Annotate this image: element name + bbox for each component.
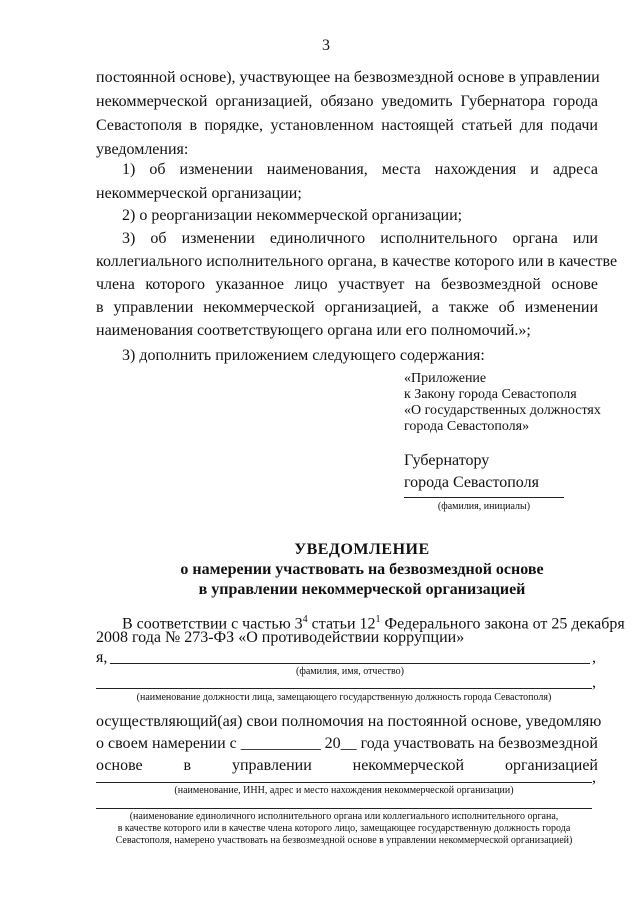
caption-name: (фамилия, имя, отчество) — [296, 666, 404, 677]
text-line: коллегиального исполнительного органа, в качестве которого или в качестве — [96, 253, 618, 270]
text-segment: о своем намерении с — [96, 735, 237, 752]
form-intro-line-2: 2008 года № 273-ФЗ «О противодействии коррупции» — [96, 629, 465, 646]
list-item-3-cont — [96, 252, 618, 341]
caption-line: в качестве которого или в качестве члена которого лицо, замещающее государственную должность города — [117, 823, 571, 834]
page-number: 3 — [322, 37, 330, 54]
text-segment: управлении — [231, 757, 312, 774]
text-line: члена которого указанное лицо участвует на безвозмездной основе — [96, 276, 598, 293]
intro-text: Федерального закона от 25 декабря — [380, 615, 625, 633]
list-item-1-cont: некоммерческой организации; — [96, 185, 302, 202]
org-field-line[interactable] — [96, 782, 592, 783]
notice-title: УВЕДОМЛЕНИЕ — [294, 541, 430, 558]
caption-position: (наименование должности лица, замещающего государственную должность города Севастополя) — [136, 692, 552, 703]
addressee-caption: (фамилия, инициалы) — [437, 501, 531, 512]
paragraph-3: 3) дополнить приложением следующего содержания: — [122, 347, 485, 364]
addressee-block — [404, 450, 539, 494]
governing-body-field-line[interactable] — [96, 808, 592, 809]
caption-line: Севастополя, намерено участвовать на безвозмездной основе в управлении некоммерческой организацией) — [115, 835, 573, 846]
text-segment: в — [183, 757, 192, 774]
appendix-line: к Закону города Севастополя — [404, 387, 577, 402]
notice-subtitle-2: в управлении некоммерческой организацией — [198, 581, 526, 598]
text-line: в управлении некоммерческой организацией, а также об изменении — [96, 299, 598, 316]
list-item-3: 3) об изменении единоличного исполнительного органа или — [122, 230, 598, 247]
form-text-line-2 — [96, 734, 598, 754]
intro-text: статьи 12 — [307, 615, 376, 633]
form-text-line-1: осуществляющий(ая) свои полномочия на постоянной основе, уведомляю — [96, 713, 602, 730]
appendix-line: города Севастополя» — [404, 419, 530, 434]
text-segment: года участвовать на безвозмездной — [360, 735, 598, 752]
comma: , — [592, 674, 596, 691]
list-item-2: 2) о реорганизации некоммерческой организации; — [122, 207, 463, 224]
date-blank[interactable]: __________ — [240, 735, 321, 752]
form-text-line-3 — [96, 756, 598, 776]
text-line: некоммерческой организацией, обязано уведомить Губернатора города — [96, 93, 598, 110]
year-blank[interactable]: 20__ — [324, 735, 357, 752]
intro-sup: 1 — [375, 614, 381, 625]
text-line: Севастополя в порядке, установленном настоящей статьей для подачи — [96, 117, 598, 134]
intro-text: В соответствии с частью 3 — [122, 615, 303, 633]
intro-sup: 4 — [302, 614, 308, 625]
name-field-line[interactable] — [110, 663, 590, 664]
addressee-line: Губернатору — [404, 452, 490, 469]
signature-rule — [404, 497, 564, 498]
text-segment: некоммерческой — [352, 757, 465, 774]
text-line: постоянной основе), участвующее на безвозмездной основе в управлении — [96, 69, 600, 86]
comma: , — [592, 769, 596, 786]
ya-label: я, — [96, 649, 108, 666]
text-segment: основе — [96, 757, 143, 774]
appendix-line: «О государственных должностях — [404, 403, 601, 418]
position-field-line[interactable] — [96, 688, 592, 689]
notice-subtitle-1: о намерении участвовать на безвозмездной основе — [180, 561, 544, 578]
appendix-header — [404, 371, 601, 435]
caption-governing-body — [96, 811, 592, 847]
caption-line: (наименование единоличного исполнительного органа или коллегиального исполнительного органа, — [129, 811, 559, 822]
comma: , — [592, 649, 596, 666]
text-segment: организацией — [504, 757, 598, 774]
text-line: уведомления: — [96, 141, 189, 158]
appendix-line: «Приложение — [404, 371, 487, 386]
list-item-1: 1) об изменении наименования, места нахождения и адреса — [122, 161, 598, 178]
addressee-line: города Севастополя — [404, 474, 539, 491]
paragraph-continuation — [96, 68, 598, 160]
text-line: наименования соответствующего органа или его полномочий.»; — [96, 322, 531, 339]
caption-org: (наименование, ИНН, адрес и место нахождения некоммерческой организации) — [174, 785, 514, 796]
